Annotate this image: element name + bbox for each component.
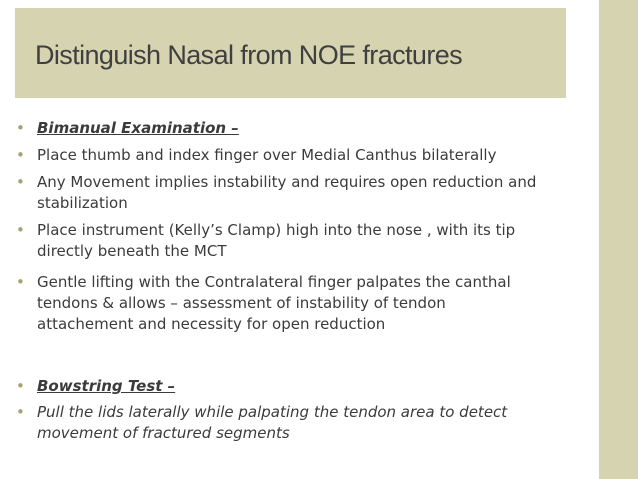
bullet-dot: • (16, 377, 25, 395)
bullet-dot: • (16, 273, 25, 291)
bullet-item (16, 220, 546, 262)
bullet-dot: • (16, 403, 25, 421)
bullet-text: Bowstring Test – (37, 377, 176, 395)
bullet-item (16, 145, 546, 166)
bullet-item (16, 402, 546, 444)
bullet-text: Pull the lids laterally while palpating the tendon area to detect movement of fractured segments (37, 403, 508, 442)
bullet-item (16, 272, 546, 335)
bullet-dot: • (16, 119, 25, 137)
bullet-dot: • (16, 146, 25, 164)
bullet-text: Gentle lifting with the Contralateral finger palpates the canthal tendons & allows – assessment of instability of tendon attachement and necessity for open reduction (37, 273, 511, 333)
bullet-dot: • (16, 173, 25, 191)
bullet-item (16, 376, 546, 397)
bullet-item (16, 118, 546, 139)
bullet-text: Bimanual Examination – (37, 119, 239, 137)
bullet-text: Place instrument (Kelly’s Clamp) high into the nose , with its tip directly beneath the MCT (37, 221, 516, 260)
slide-title: Distinguish Nasal from NOE fractures (35, 40, 463, 70)
slide-right-band (599, 0, 638, 479)
bullet-item (16, 172, 546, 214)
bullet-text: Place thumb and index finger over Medial Canthus bilaterally (37, 146, 497, 164)
bullet-dot: • (16, 221, 25, 239)
bullet-text: Any Movement implies instability and requires open reduction and stabilization (37, 173, 537, 212)
